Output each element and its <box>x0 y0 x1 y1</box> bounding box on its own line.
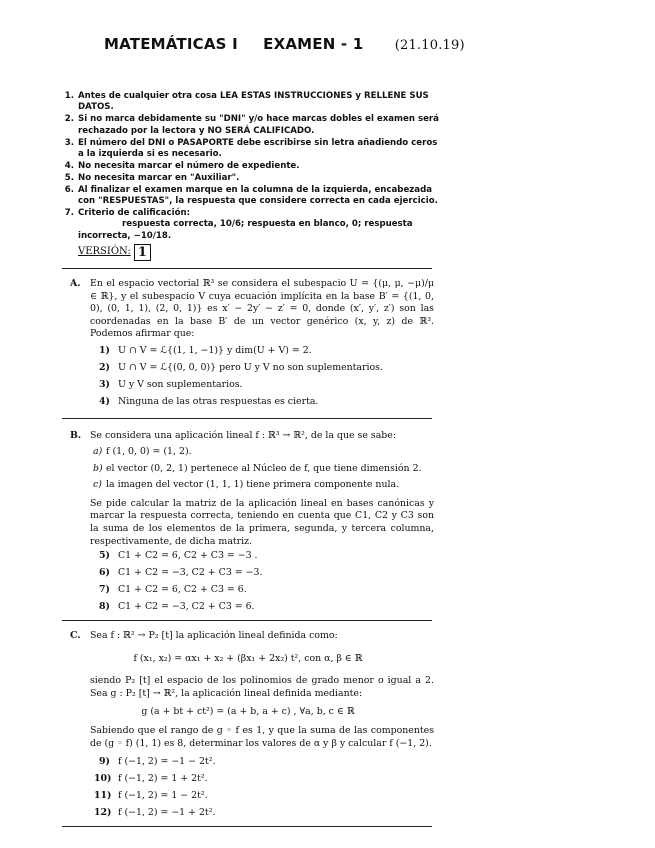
question-a <box>62 278 434 409</box>
divider <box>62 620 432 621</box>
option: 9) f (−1, 2) = −1 − 2t². <box>99 756 216 768</box>
question-c <box>62 630 434 820</box>
question-b-task: Se pide calcular la matriz de la aplicación lineal en bases canónicas y marcar la respuesta correcta, teniendo en cuenta que C1, C2 y C3 son la suma de los elementos de la primera, segunda, y tercera columna, respectivamente, de dicha matriz. <box>90 497 434 547</box>
option: 11) f (−1, 2) = 1 − 2t². <box>94 790 208 802</box>
exam-name: EXAMEN - 1 <box>263 35 364 53</box>
formula-g: g (a + bt + ct²) = (a + b, a + c) , ∀a, b, c ∈ ℝ <box>141 706 355 718</box>
instruction-item: 2. Si no marca debidamente su "DNI" y/o hace marcas dobles el examen será rechazado por la lectora y NO SERÁ CALIFICADO. <box>64 114 439 136</box>
option: 2) U ∩ V = ℒ{(0, 0, 0)} pero U y V no son suplementarios. <box>99 362 383 374</box>
option: 1) U ∩ V = ℒ{(1, 1, −1)} y dim(U + V) = 2. <box>99 345 312 357</box>
formula-f: f (x₁, x₂) = αx₁ + x₂ + (βx₁ + 2x₂) t², con α, β ∈ ℝ <box>133 652 363 664</box>
option: 7) C1 + C2 = 6, C2 + C3 = 6. <box>99 584 247 596</box>
divider <box>62 268 432 269</box>
divider <box>62 826 432 827</box>
question-c-task: Sabiendo que el rango de g ◦ f es 1, y que la suma de las componentes de (g ◦ f) (1, 1) es 8, determinar los valores de α y β y calcular f (−1, 2). <box>90 724 434 749</box>
instruction-item: 4. No necesita marcar el número de expediente. <box>64 160 300 171</box>
question-b <box>62 430 434 614</box>
option: 6) C1 + C2 = −3, C2 + C3 = −3. <box>99 567 263 579</box>
condition-item: b) el vector (0, 2, 1) pertenece al Núcleo de f, que tiene dimensión 2. <box>93 462 422 474</box>
grading-criteria: respuesta correcta, 10/6; respuesta en blanco, 0; respuesta incorrecta, −10/18. <box>78 219 413 241</box>
subject-title: MATEMÁTICAS I <box>104 35 238 53</box>
option: 4) Ninguna de las otras respuestas es cierta. <box>99 396 319 408</box>
instruction-item: 5. No necesita marcar en "Auxiliar". <box>64 172 240 183</box>
question-b-statement: B. Se considera una aplicación lineal f : ℝ³ → ℝ², de la que se sabe: <box>70 430 397 441</box>
version-label: VERSIÓN: <box>78 246 131 257</box>
question-c-statement: C. Sea f : ℝ² → P₂ [t] la aplicación lineal definida como: <box>70 630 338 641</box>
exam-title <box>104 34 465 53</box>
option: 10) f (−1, 2) = 1 + 2t². <box>94 773 208 785</box>
instruction-item: 7. Criterio de calificación: respuesta correcta, 10/6; respuesta en blanco, 0; respuesta incorrecta, −10/18. <box>64 208 413 241</box>
question-c-paragraph: siendo P₂ [t] el espacio de los polinomios de grado menor o igual a 2. Sea g : P₂ [t] → ℝ², la aplicación lineal definida mediante: <box>90 675 434 699</box>
instructions-list <box>62 91 442 243</box>
option: 3) U y V son suplementarios. <box>99 379 243 391</box>
option: 8) C1 + C2 = −3, C2 + C3 = 6. <box>99 601 255 613</box>
option: 12) f (−1, 2) = −1 + 2t². <box>94 807 216 819</box>
option: 5) C1 + C2 = 6, C2 + C3 = −3 . <box>99 550 258 562</box>
instruction-item: 1. Antes de cualquier otra cosa LEA ESTAS INSTRUCCIONES y RELLENE SUS DATOS. <box>64 91 429 113</box>
divider <box>62 418 432 419</box>
version-indicator <box>78 244 151 261</box>
condition-item: a) f (1, 0, 0) = (1, 2). <box>93 446 192 458</box>
condition-item: c) la imagen del vector (1, 1, 1) tiene primera componente nula. <box>93 479 400 491</box>
instruction-item: 6. Al finalizar el examen marque en la columna de la izquierda, encabezada con "RESPUESTAS", la respuesta que considere correcta en cada ejercicio. <box>64 184 438 207</box>
version-number: 1 <box>134 244 151 261</box>
question-a-statement: A. En el espacio vectorial ℝ³ se considera el subespacio U = {(μ, μ, −μ)/μ ∈ ℝ}, y el subespacio V cuya ecuación implícita en la base B′ = {(1, 0, 0), (0, 1, 1), (2, 0, 1)} es x′ − 2y′ − z′ = 0, donde (x′, y′, z′) son las coordenadas en la base B′ de un vector genérico (x, y, z) de ℝ³. Podemos afirmar que: <box>70 278 434 340</box>
exam-date: (21.10.19) <box>394 38 465 53</box>
instruction-item: 3. El número del DNI o PASAPORTE debe escribirse sin letra añadiendo ceros a la izquierda si es necesario. <box>64 137 438 160</box>
